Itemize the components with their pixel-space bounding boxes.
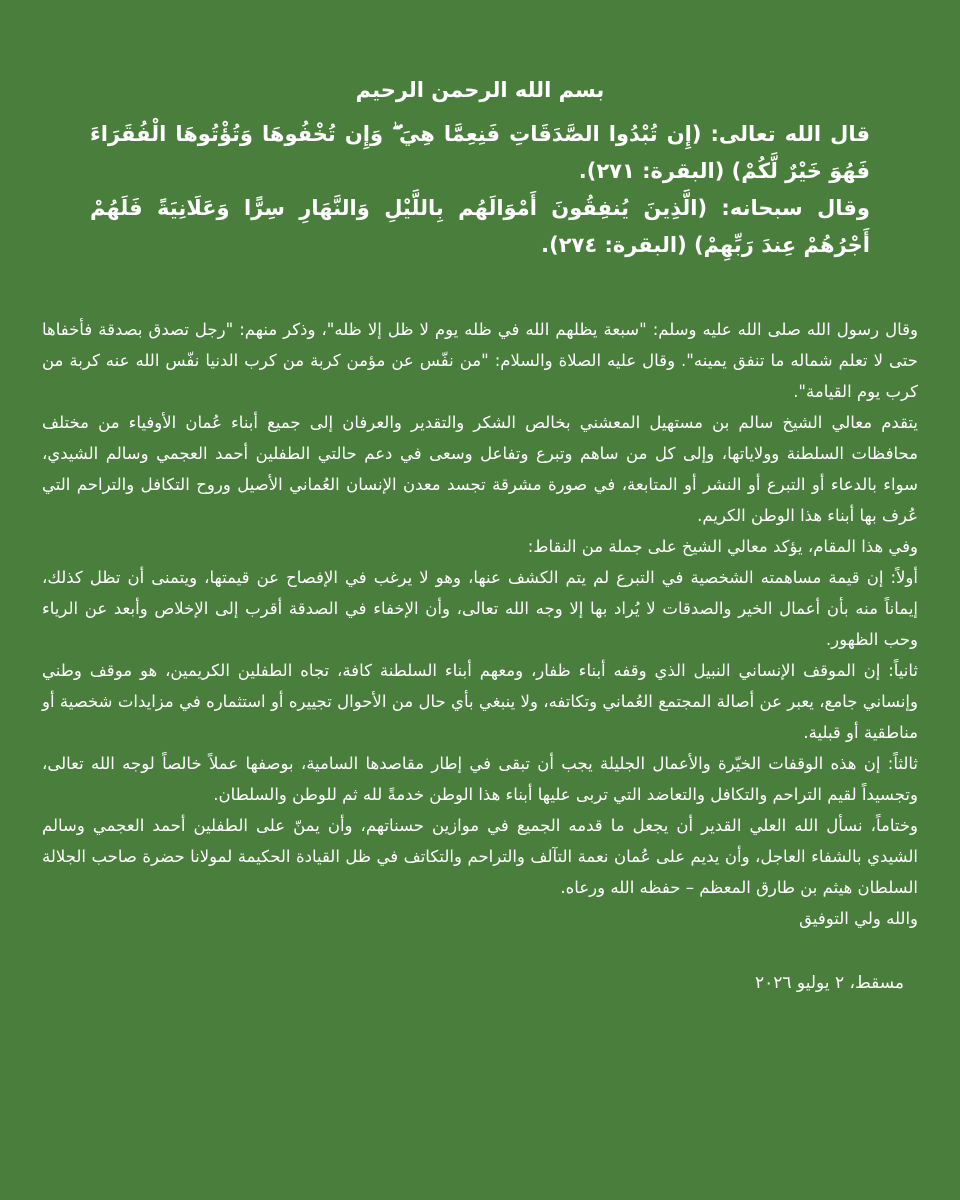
closing-line: والله ولي التوفيق [799,909,918,928]
statement-body [42,314,918,934]
point-first: أولاً: إن قيمة مساهمته الشخصية في التبرع لم يتم الكشف عنها، وهو لا يرغب في الإفصاح عن قيمتها، ويتمنى أن تظل كذلك، إيماناً منه بأن أعمال الخير والصدقات لا يُراد بها إلا وجه الله تعالى، وأن الإخفاء في الصدقة أقرب إلى الإخلاص وأبعد عن الرياء وحب الظهور. [42,568,918,649]
conclusion-paragraph: وختاماً، نسأل الله العلي القدير أن يجعل ما قدمه الجميع في موازين حسناتهم، وأن يمنّ على الطفلين أحمد العجمي وسالم الشيدي بالشفاء العاجل، وأن يديم على عُمان نعمة التآلف والتراحم والتكاتف في ظل القيادة الحكيمة لمولانا حضرة صاحب الجلالة السلطان هيثم بن طارق المعظم – حفظه الله ورعاه. [42,816,918,897]
thanks-paragraph: يتقدم معالي الشيخ سالم بن مستهيل المعشني بخالص الشكر والتقدير والعرفان إلى جميع أبناء عُمان الأوفياء من مختلف محافظات السلطنة وولاياتها، وإلى كل من ساهم وتبرع وتفاعل وسعى في دعم حالتي الطفلين أحمد العجمي وسالم الشيدي، سواء بالدعاء أو التبرع أو النشر أو المتابعة، في صورة مشرقة تجسد معدن الإنسان العُماني الأصيل وروح التكافل والتراحم التي عُرف بها أبناء هذا الوطن الكريم. [42,413,918,525]
points-intro: وفي هذا المقام، يؤكد معالي الشيخ على جملة من النقاط: [527,537,918,556]
quran-verses [42,116,918,264]
hadith-paragraph: وقال رسول الله صلى الله عليه وسلم: "سبعة يظلهم الله في ظله يوم لا ظل إلا ظله"، وذكر منهم: "رجل تصدق بصدقة فأخفاها حتى لا تعلم شماله ما تنفق يمينه". وقال عليه الصلاة والسلام: "من نفّس عن مؤمن كربة من كرب الدنيا نفّس الله عنه كربة من كرب يوم القيامة". [42,320,918,401]
verse-baqarah-274: وقال سبحانه: (الَّذِينَ يُنفِقُونَ أَمْوَالَهُم بِاللَّيْلِ وَالنَّهَارِ سِرًّا وَعَلَانِيَةً فَلَهُمْ أَجْرُهُمْ عِندَ رَبِّهِمْ) (البقرة: ٢٧٤). [90,196,870,257]
dateline: مسقط، ٢ يوليو ٢٠٢٦ [755,973,904,993]
point-second: ثانياً: إن الموقف الإنساني النبيل الذي وقفه أبناء ظفار، ومعهم أبناء السلطنة كافة، تجاه الطفلين الكريمين، هو موقف وطني وإنساني جامع، يعبر عن أصالة المجتمع العُماني وتكاتفه، ولا ينبغي بأي حال من الأحوال تجييره أو استثماره في مزايدات شخصية أو مناطقية أو قبلية. [42,661,918,742]
basmala-heading: بسم الله الرحمن الرحيم [355,78,605,102]
point-third: ثالثاً: إن هذه الوقفات الخيّرة والأعمال الجليلة يجب أن تبقى في إطار مقاصدها السامية، بوصفها عملاً خالصاً لوجه الله تعالى، وتجسيداً لقيم التراحم والتكافل والتعاضد التي تربى عليها أبناء هذا الوطن خدمةً لله ثم للوطن والسلطان. [42,754,918,804]
verse-baqarah-271: قال الله تعالى: (إِن تُبْدُوا الصَّدَقَاتِ فَنِعِمَّا هِيَ ۖ وَإِن تُخْفُوهَا وَتُؤْتُوهَا الْفُقَرَاءَ فَهُوَ خَيْرٌ لَّكُمْ) (البقرة: ٢٧١). [90,122,870,183]
